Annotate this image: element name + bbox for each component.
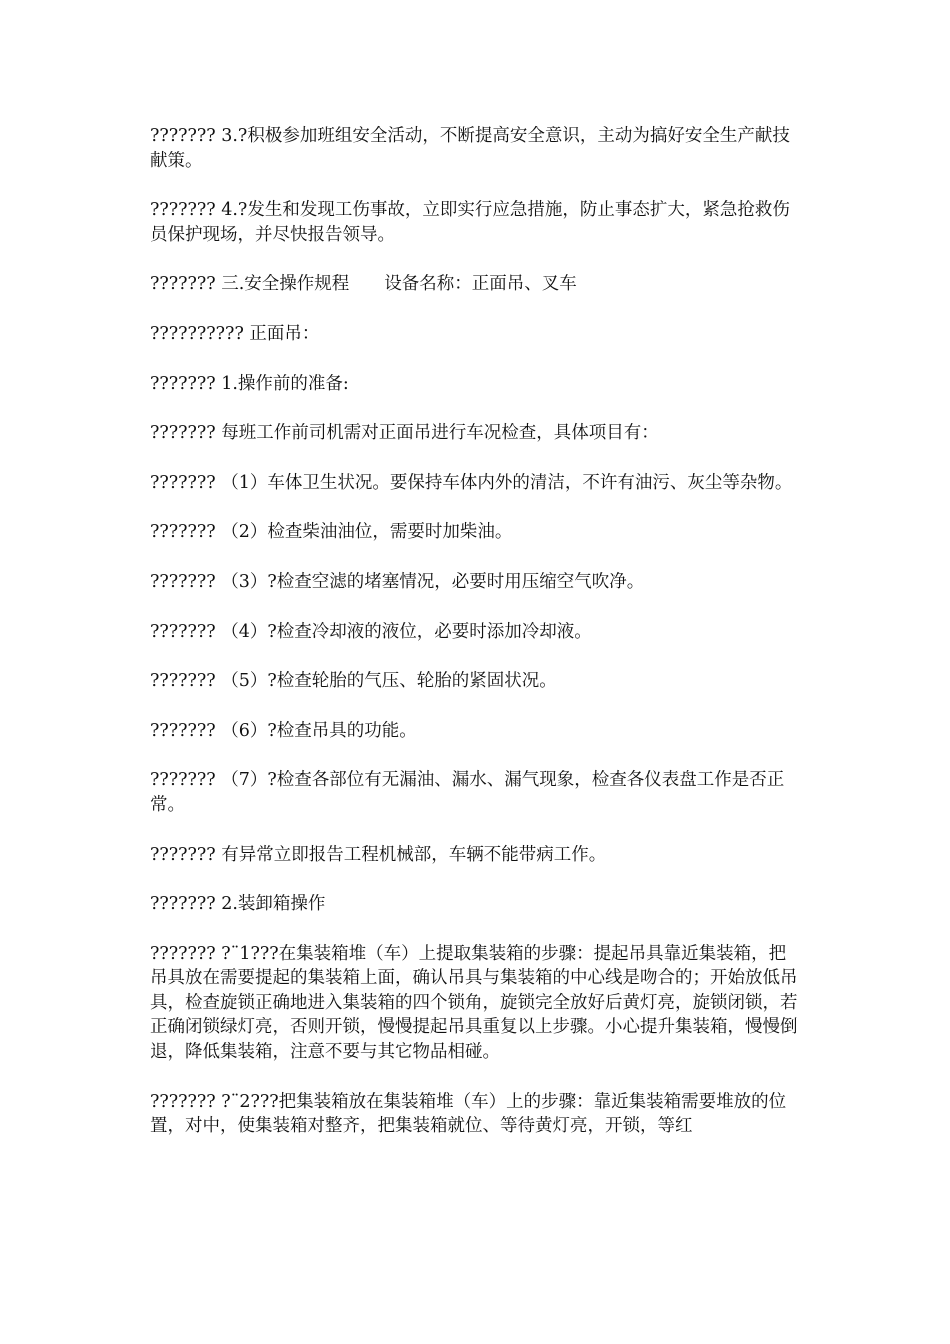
list-item-7: ??????? （7）?检查各部位有无漏油、漏水、漏气现象，检查各仪表盘工作是否正常。 <box>150 770 785 815</box>
subheading-preparation: ??????? 1.操作前的准备: <box>150 373 349 394</box>
list-item-4: ??????? （4）?检查冷却液的液位，必要时添加冷却液。 <box>150 621 592 642</box>
paragraph-accident-response: ??????? 4.?发生和发现工伤事故，立即实行应急措施，防止事态扩大，紧急抢救伤员保护现场，并尽快报告领导。 <box>150 200 790 245</box>
list-item-3: ??????? （3）?检查空滤的堵塞情况，必要时用压缩空气吹净。 <box>150 571 645 592</box>
list-item-2: ??????? （2）检查柴油油位，需要时加柴油。 <box>150 522 513 543</box>
paragraph-abnormal-report: ??????? 有异常立即报告工程机械部，车辆不能带病工作。 <box>150 844 607 865</box>
section-heading-safety-rules: ??????? 三.安全操作规程 设备名称：正面吊、叉车 <box>150 274 577 295</box>
paragraph-safety-activity: ??????? 3.?积极参加班组安全活动，不断提高安全意识，主动为搞好安全生产献技献策。 <box>150 126 790 171</box>
paragraph-pickup-steps: ??????? ?¨1???在集装箱堆（车）上提取集装箱的步骤：提起吊具靠近集装箱，把吊具放在需要提起的集装箱上面，确认吊具与集装箱的中心线是吻合的；开始放低吊具，检查旋锁正确地进入集装箱的四个锁角，旋锁完全放好后黄灯亮，旋锁闭锁，若正确闭锁绿灯亮，否则开锁，慢慢提起吊具重复以上步骤。小心提升集装箱，慢慢倒退，降低集装箱，注意不要与其它物品相碰。 <box>150 943 798 1063</box>
list-item-6: ??????? （6）?检查吊具的功能。 <box>150 720 417 741</box>
paragraph-inspection-intro: ??????? 每班工作前司机需对正面吊进行车况检查，具体项目有： <box>150 423 659 444</box>
subheading-loading-operation: ??????? 2.装卸箱操作 <box>150 894 326 915</box>
list-item-1: ??????? （1）车体卫生状况。要保持车体内外的清洁，不许有油污、灰尘等杂物。 <box>150 472 793 493</box>
paragraph-placement-steps: ??????? ?¨2???把集装箱放在集装箱堆（车）上的步骤：靠近集装箱需要堆放的位置，对中，使集装箱对整齐，把集装箱就位、等待黄灯亮，开锁，等红 <box>150 1091 787 1137</box>
list-item-5: ??????? （5）?检查轮胎的气压、轮胎的紧固状况。 <box>150 671 557 692</box>
document-body <box>150 124 802 1164</box>
subheading-front-crane: ?????????? 正面吊： <box>150 323 320 344</box>
